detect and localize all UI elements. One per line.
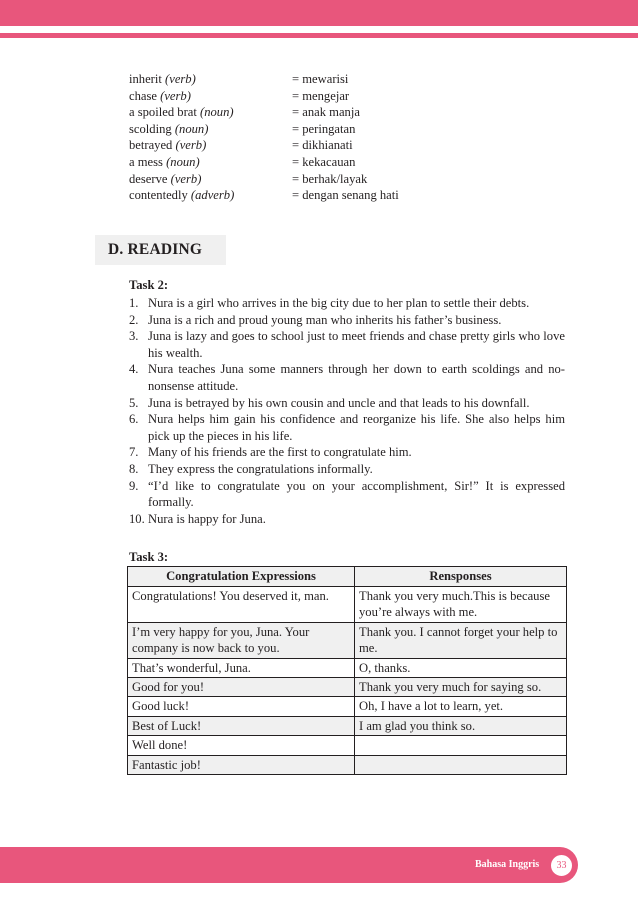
header-band	[0, 0, 638, 26]
vocab-meaning: = dengan senang hati	[292, 188, 399, 203]
item-number: 4.	[129, 362, 139, 377]
list-item	[129, 411, 565, 444]
expression-cell: Well done!	[128, 736, 355, 755]
list-item	[129, 478, 565, 511]
vocab-meaning: = mewarisi	[292, 72, 349, 86]
vocabulary-list	[129, 71, 399, 204]
vocab-row	[129, 137, 399, 154]
expression-cell: Good luck!	[128, 697, 355, 716]
table-row	[128, 658, 567, 677]
expression-cell: I’m very happy for you, Juna. Your company is now back to you.	[128, 622, 355, 658]
page-number: 33	[556, 860, 567, 871]
item-number: 2.	[129, 312, 139, 327]
item-text: “I’d like to congratulate you on your accomplishment, Sir!” It is expressed formally.	[148, 478, 565, 510]
task3-label: Task 3:	[129, 550, 169, 564]
vocab-term: a mess (noun)	[129, 154, 200, 169]
vocab-term: inherit (verb)	[129, 72, 196, 86]
list-item	[129, 328, 565, 361]
task2-list	[129, 295, 565, 527]
vocab-term: betrayed (verb)	[129, 138, 207, 153]
vocab-term: scolding (noun)	[129, 121, 209, 136]
item-text: Nura helps him gain his confidence and reorganize his life. She also helps him pick up the pieces in his life.	[148, 412, 565, 443]
expression-cell: Good for you!	[128, 678, 355, 697]
vocab-meaning: = berhak/layak	[292, 171, 368, 186]
table-row	[128, 678, 567, 697]
response-cell: Thank you. I cannot forget your help to me.	[355, 622, 567, 658]
expression-cell: Congratulations! You deserved it, man.	[128, 587, 355, 623]
response-cell: Oh, I have a lot to learn, yet.	[355, 697, 567, 716]
expression-cell: That’s wonderful, Juna.	[128, 658, 355, 677]
response-cell: I am glad you think so.	[355, 716, 567, 735]
vocab-meaning: = kekacauan	[292, 154, 356, 169]
congratulation-table	[127, 566, 567, 775]
table-header-row	[128, 567, 567, 587]
vocab-row	[129, 154, 399, 171]
item-text: Nura is happy for Juna.	[148, 511, 266, 526]
vocab-term: chase (verb)	[129, 88, 191, 103]
footer-book-title: Bahasa Inggris	[475, 859, 540, 870]
table-row	[128, 697, 567, 716]
item-number: 9.	[129, 478, 139, 493]
item-text: Juna is betrayed by his own cousin and uncle and that leads to his downfall.	[148, 395, 530, 410]
item-text: Juna is a rich and proud young man who inherits his father’s business.	[148, 312, 502, 327]
column-header-expressions: Congratulation Expressions	[128, 567, 355, 587]
list-item	[129, 461, 565, 478]
vocab-term: a spoiled brat (noun)	[129, 105, 234, 120]
table-row	[128, 622, 567, 658]
vocab-meaning: = peringatan	[292, 121, 356, 136]
table-row	[128, 755, 567, 774]
table-row	[128, 716, 567, 735]
vocab-meaning: = dikhianati	[292, 138, 353, 153]
response-cell	[355, 755, 567, 774]
response-cell	[355, 736, 567, 755]
item-number: 5.	[129, 395, 139, 410]
item-number: 10.	[129, 511, 145, 526]
header-rule	[0, 33, 638, 38]
item-text: Many of his friends are the first to congratulate him.	[148, 445, 412, 460]
list-item	[129, 361, 565, 394]
item-text: Nura is a girl who arrives in the big city due to her plan to settle their debts.	[148, 296, 530, 310]
vocab-term: deserve (verb)	[129, 171, 202, 186]
list-item	[129, 444, 565, 461]
item-text: Nura teaches Juna some manners through her down to earth scoldings and no-nonsense attitude.	[148, 362, 565, 393]
list-item	[129, 295, 565, 312]
column-header-responses: Rensponses	[355, 567, 567, 587]
vocab-row	[129, 171, 399, 188]
table-row	[128, 587, 567, 623]
vocab-row	[129, 121, 399, 138]
item-number: 7.	[129, 445, 139, 460]
section-title: D. READING	[108, 241, 203, 258]
item-text: They express the congratulations informally.	[148, 461, 373, 476]
list-item	[129, 511, 565, 528]
vocab-meaning: = anak manja	[292, 105, 360, 120]
response-cell: Thank you very much.This is because you’re always with me.	[355, 587, 567, 623]
item-number: 8.	[129, 461, 139, 476]
vocab-row	[129, 71, 399, 88]
item-number: 3.	[129, 329, 139, 344]
expression-cell: Best of Luck!	[128, 716, 355, 735]
vocab-row	[129, 88, 399, 105]
vocab-row	[129, 104, 399, 121]
list-item	[129, 395, 565, 412]
expression-cell: Fantastic job!	[128, 755, 355, 774]
item-number: 6.	[129, 412, 139, 427]
table-row	[128, 736, 567, 755]
item-number: 1.	[129, 296, 139, 310]
response-cell: O, thanks.	[355, 658, 567, 677]
vocab-meaning: = mengejar	[292, 88, 350, 103]
item-text: Juna is lazy and goes to school just to meet friends and chase pretty girls who love his wealth.	[148, 329, 565, 360]
task2-label: Task 2:	[129, 278, 169, 292]
vocab-row	[129, 187, 399, 204]
response-cell: Thank you very much for saying so.	[355, 678, 567, 697]
list-item	[129, 312, 565, 329]
page-number-badge	[549, 853, 574, 878]
vocab-term: contentedly (adverb)	[129, 188, 235, 203]
